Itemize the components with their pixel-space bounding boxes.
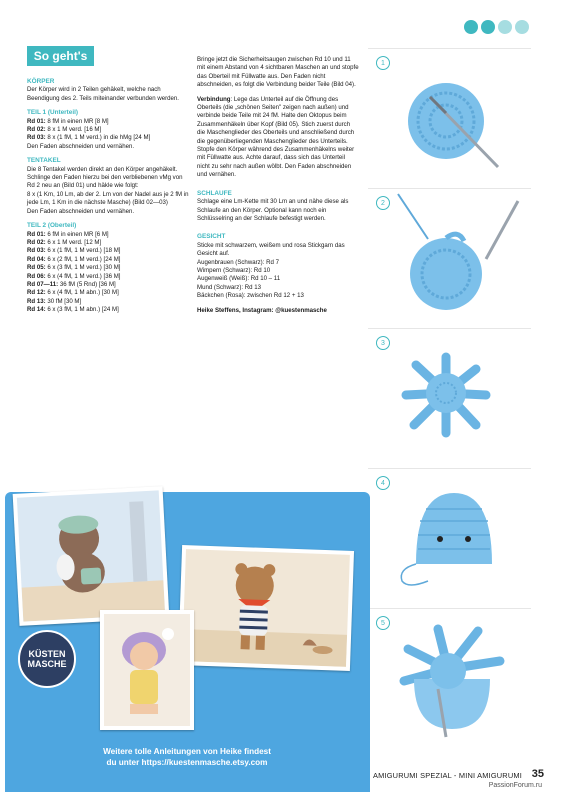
crochet-joining-image xyxy=(368,609,531,739)
schlaufe-text: Schlage eine Lm-Kette mit 30 Lm an und nähe diese als Schlaufe an den Körper. Optional kann noch ein Schlüsselring an der Schlaufe befestigt werden. xyxy=(197,198,349,222)
heading-schlaufe: SCHLAUFE xyxy=(197,189,232,197)
step-photo-4 xyxy=(368,468,531,598)
pattern-row: Rd 01: 6 fM in einen MR [6 M] xyxy=(27,230,109,238)
pattern-row: Rd 01: 8 fM in einen MR [8 M] xyxy=(27,117,109,125)
heading-gesicht: GESICHT xyxy=(197,233,226,241)
heading-teil2: TEIL 2 (Oberteil) xyxy=(27,222,77,230)
pattern-row: Rd 04: 6 x (2 fM, 1 M verd.) [24 M] xyxy=(27,255,121,263)
heading-teil1: TEIL 1 (Unterteil) xyxy=(27,109,79,117)
pattern-row: Rd 13: 30 fM [30 M] xyxy=(27,297,82,305)
amigurumi-bear-image xyxy=(182,549,350,667)
step-photo-5 xyxy=(368,608,531,738)
step-photo-2 xyxy=(368,188,531,318)
heading-koerper: KÖRPER xyxy=(27,78,55,85)
etsy-link[interactable]: du unter https://kuestenmasche.etsy.com xyxy=(106,758,268,767)
step-photo-1 xyxy=(368,48,531,178)
koerper-text: Der Körper wird in 2 Teilen gehäkelt, welche nach Beendigung des 2. Teils miteinander verbunden werden. xyxy=(27,86,179,102)
amigurumi-doll-image xyxy=(104,614,190,726)
pattern-row: Rd 02: 6 x 1 M verd. [12 M] xyxy=(27,238,102,246)
step-number: 1 xyxy=(376,56,390,70)
amigurumi-sailor-image xyxy=(17,490,165,621)
heading-tentakel: TENTAKEL xyxy=(27,157,61,165)
promo-text: Weitere tolle Anleitungen von Heike findest du unter https://kuestenmasche.etsy.com xyxy=(52,746,322,768)
crochet-circle-yarn-image xyxy=(368,189,531,319)
step-number: 5 xyxy=(376,616,390,630)
indicator-dot xyxy=(515,20,529,34)
pattern-row: Rd 06: 6 x (4 fM, 1 M verd.) [36 M] xyxy=(27,272,121,280)
pattern-row: Rd 02: 8 x 1 M verd. [16 M] xyxy=(27,126,102,134)
section-indicator xyxy=(464,20,529,34)
magazine-title: AMIGURUMI SPEZIAL - MINI AMIGURUMI xyxy=(372,771,522,780)
tentakel-text-2: 8 x (1 Km, 10 Lm, ab der 2. Lm von der Nadel aus je 2 fM in jede Lm, 1 Km in die nächste Masche) (Bild 02—03) xyxy=(27,190,189,207)
promo-photo-sailor xyxy=(13,486,170,626)
section-header: So geht's xyxy=(27,46,94,66)
promo-photo-bear xyxy=(178,545,354,671)
step-number: 4 xyxy=(376,476,390,490)
verbindung-text: Verbindung: Lege das Unterteil auf die Öffnung des Oberteils (die „schönen Seiten" zeigen nach außen) und verbinde beide Teile mit 24 fM. Halte den Oktopus beim Zusammenhäkeln über Kopf (Bild 05). Stich zuerst durch die Maschenglieder des Oberteils und anschließend durch die gegenüberliegenden Maschenglieder des Unterteils. Stopfe den Körper während des Zusammenhäkelns weiter mit Füllwatte aus. Achte darauf, dass sich das Unterteil nicht zu sehr nach außen wölbt. Den Faden abschneiden und vernähen. xyxy=(197,95,355,179)
tentakel-end-text: Den Faden abschneiden und vernähen. xyxy=(27,207,135,215)
pattern-row: Rd 05: 6 x (3 fM, 1 M verd.) [30 M] xyxy=(27,264,121,272)
gesicht-row: Augenbrauen (Schwarz): Rd 7 xyxy=(197,258,279,266)
tentakel-text: Die 8 Tentakel werden direkt an den Körper angehäkelt. Schlinge den Faden hierzu bei den verbliebenen vMg von Rd 2 neu an (Bild 01) und häkle wie folgt: xyxy=(27,165,183,190)
gesicht-row: Bäckchen (Rosa): zwischen Rd 12 + 13 xyxy=(197,292,304,300)
pattern-row: Rd 07—11: 36 fM (5 Rnd) [36 M] xyxy=(27,280,116,288)
promo-photo-doll xyxy=(100,610,194,730)
indicator-dot xyxy=(481,20,495,34)
crochet-circle-image xyxy=(368,49,531,179)
crochet-tentacles-image xyxy=(368,329,531,459)
step-photo-3 xyxy=(368,328,531,458)
kuestenmasche-logo: KÜSTEN MASCHE xyxy=(18,630,76,688)
indicator-dot xyxy=(498,20,512,34)
instructions-column-right xyxy=(197,56,359,315)
instructions-column-left xyxy=(27,78,189,315)
indicator-dot xyxy=(464,20,478,34)
pattern-row: Rd 03: 6 x (1 fM, 1 M verd.) [18 M] xyxy=(27,247,121,255)
pattern-row: Rd 14: 6 x (3 fM, 1 M abn.) [24 M] xyxy=(27,306,119,314)
gesicht-row: Mund (Schwarz): Rd 13 xyxy=(197,283,262,291)
step-number: 3 xyxy=(376,336,390,350)
step-number: 2 xyxy=(376,196,390,210)
pattern-row: Rd 03: 8 x (1 fM, 1 M verd.) in die hMg [24 M] xyxy=(27,134,151,142)
author-credit: Heike Steffens, Instagram: @kuestenmasche xyxy=(197,306,327,314)
intro-text: Bringe jetzt die Sicherheitsaugen zwischen Rd 10 und 11 mit einem Abstand von 4 sichtbaren Maschen an und stopfe das Oberteil mit Füllwatte aus. Den Faden nicht abschneiden, es folgt die Verbindung beider Teile (Bild 04). xyxy=(197,56,359,89)
crochet-dome-image xyxy=(368,469,531,599)
teil1-end-text: Den Faden abschneiden und vernähen. xyxy=(27,142,135,150)
pattern-row: Rd 12: 6 x (4 fM, 1 M abn.) [30 M] xyxy=(27,289,119,297)
page-number: 35 xyxy=(531,768,544,780)
gesicht-row: Wimpern (Schwarz): Rd 10 xyxy=(197,266,271,274)
watermark: PassionForum.ru xyxy=(488,782,542,789)
gesicht-row: Augenweiß (Weiß): Rd 10 – 11 xyxy=(197,275,281,283)
gesicht-text: Sticke mit schwarzem, weißem und rosa Stickgarn das Gesicht auf. xyxy=(197,241,345,258)
